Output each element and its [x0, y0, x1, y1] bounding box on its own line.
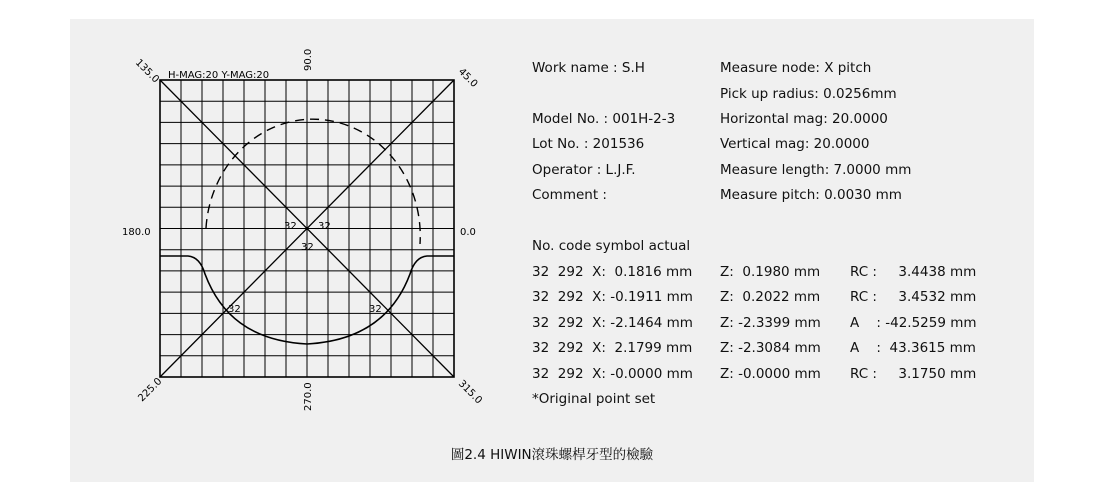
vertical-mag: Vertical mag: 20.0000	[720, 136, 870, 152]
thread-profile-plot	[70, 19, 530, 439]
row-3-zvalue: Z: -2.3399 mm	[720, 315, 821, 331]
point-label: 32	[284, 221, 297, 232]
horizontal-mag: Horizontal mag: 20.0000	[720, 111, 888, 127]
angle-label-135: 135.0	[132, 57, 161, 86]
mag-label: H-MAG:20 Y-MAG:20	[168, 70, 270, 81]
row-2-extra: RC : 3.4532 mm	[850, 289, 977, 305]
row-3-extra: A : -42.5259 mm	[850, 315, 977, 331]
table-header: No. code symbol actual	[532, 238, 691, 254]
row-4-zvalue: Z: -2.3084 mm	[720, 340, 821, 356]
reference-circle	[206, 119, 420, 244]
row-5-extra: RC : 3.1750 mm	[850, 366, 977, 382]
lot-no: Lot No. : 201536	[532, 136, 645, 152]
point-label: 32	[228, 304, 241, 315]
row-2-zvalue: Z: 0.2022 mm	[720, 289, 821, 305]
point-label: 32	[301, 242, 314, 253]
point-label: 32	[369, 304, 382, 315]
row-4-xvalue: 32 292 X: 2.1799 mm	[532, 340, 693, 356]
footer-note: *Original point set	[532, 391, 656, 407]
pickup-radius: Pick up radius: 0.0256mm	[720, 86, 897, 102]
row-5-zvalue: Z: -0.0000 mm	[720, 366, 821, 382]
row-2-xvalue: 32 292 X: -0.1911 mm	[532, 289, 693, 305]
work-name: Work name : S.H	[532, 60, 645, 76]
row-4-extra: A : 43.3615 mm	[850, 340, 976, 356]
angle-label-90: 90.0	[303, 48, 314, 71]
angle-label-0: 0.0	[460, 227, 476, 238]
angle-label-315: 315.0	[455, 378, 484, 407]
angle-label-225: 225.0	[136, 376, 165, 405]
operator: Operator : L.J.F.	[532, 162, 636, 178]
angle-label-45: 45.0	[455, 66, 480, 90]
figure-caption: 圖2.4 HIWIN滾珠螺桿牙型的檢驗	[450, 447, 654, 463]
row-3-xvalue: 32 292 X: -2.1464 mm	[532, 315, 693, 331]
measure-length: Measure length: 7.0000 mm	[720, 162, 912, 178]
measure-pitch: Measure pitch: 0.0030 mm	[720, 187, 902, 203]
point-label: 32	[318, 221, 331, 232]
row-1-extra: RC : 3.4438 mm	[850, 264, 977, 280]
comment: Comment :	[532, 187, 607, 203]
row-5-xvalue: 32 292 X: -0.0000 mm	[532, 366, 693, 382]
model-no: Model No. : 001H-2-3	[532, 111, 676, 127]
angle-label-180: 180.0	[122, 227, 151, 238]
row-1-zvalue: Z: 0.1980 mm	[720, 264, 821, 280]
measure-node: Measure node: X pitch	[720, 60, 872, 76]
angle-label-270: 270.0	[303, 382, 314, 411]
figure-panel	[70, 19, 1034, 482]
row-1-xvalue: 32 292 X: 0.1816 mm	[532, 264, 693, 280]
